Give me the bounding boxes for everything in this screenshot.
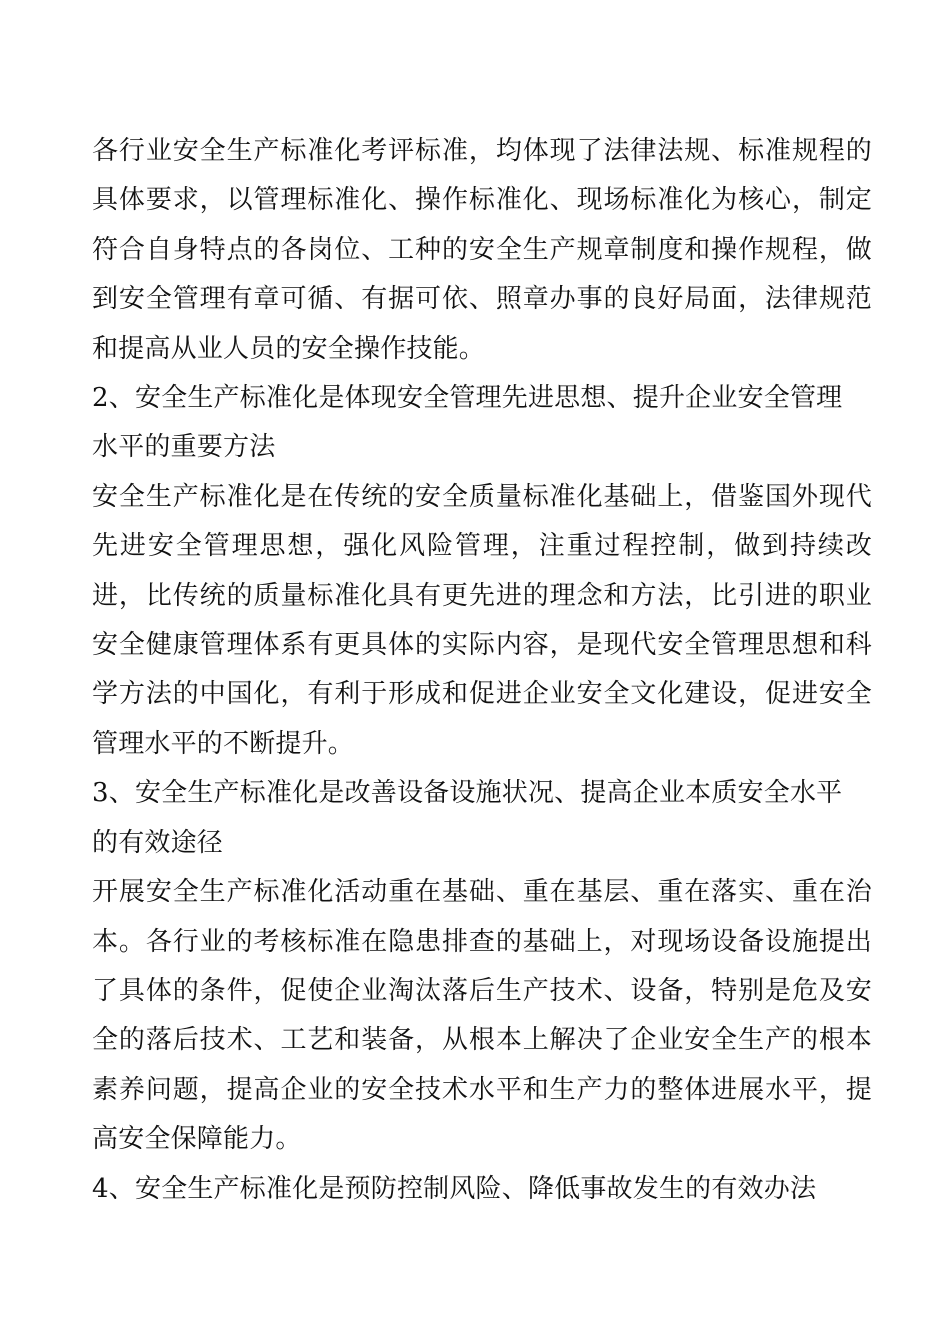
document-page [92, 127, 872, 1214]
body-paragraph-1: 各行业安全生产标准化考评标准，均体现了法律法规、标准规程的具体要求，以管理标准化、操作标准化、现场标准化为核心，制定符合自身特点的各岗位、工种的安全生产规章制度和操作规程，做到安全管理有章可循、有据可依、照章办事的良好局面，法律规范和提高从业人员的安全操作技能。 [92, 136, 872, 364]
body-paragraph-2: 安全生产标准化是在传统的安全质量标准化基础上，借鉴国外现代先进安全管理思想，强化风险管理，注重过程控制，做到持续改进，比传统的质量标准化具有更先进的理念和方法，比引进的职业安全健康管理体系有更具体的实际内容，是现代安全管理思想和科学方法的中国化，有利于形成和促进企业安全文化建设，促进安全管理水平的不断提升。 [92, 481, 872, 759]
section-heading-4: 4、安全生产标准化是预防控制风险、降低事故发生的有效办法 [92, 1173, 817, 1204]
body-paragraph-3: 开展安全生产标准化活动重在基础、重在基层、重在落实、重在治本。各行业的考核标准在隐患排查的基础上，对现场设备设施提出了具体的条件，促使企业淘汰落后生产技术、设备，特别是危及安全的落后技术、工艺和装备，从根本上解决了企业安全生产的根本素养问题，提高企业的安全技术水平和生产力的整体进展水平，提高安全保障能力。 [92, 877, 872, 1155]
section-heading-2: 2、安全生产标准化是体现安全管理先进思想、提升企业安全管理水平的重要方法 [92, 383, 843, 463]
section-heading-3: 3、安全生产标准化是改善设备设施状况、提高企业本质安全水平的有效途径 [92, 778, 843, 858]
